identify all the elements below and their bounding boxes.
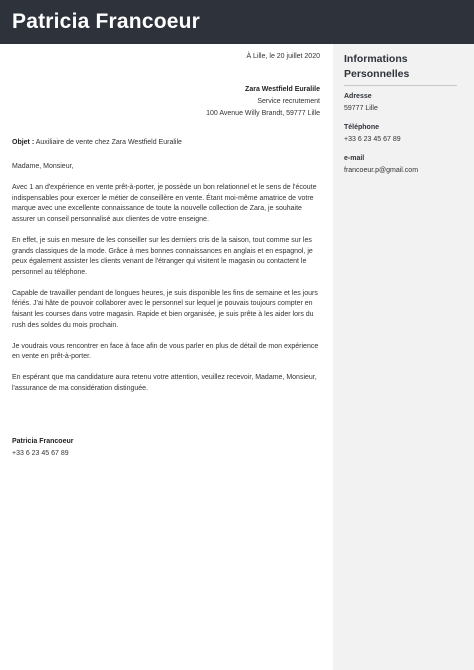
paragraph: Capable de travailler pendant de longues heures, je suis disponible les fins de semaine et les jours fériés. J'ai hâte de pouvoir collaborer avec le personnel sur lequel je pouvais toujours compter en faisant les courses dans votre magasin. Rapide et bien organisée, je suis prête à les aider lors du rush des soldes du mois prochain.: [12, 289, 318, 329]
recipient-name: Zara Westfield Euralile: [245, 86, 320, 93]
recipient-address: 100 Avenue Willy Brandt, 59777 Lille: [206, 110, 320, 118]
closing-paragraph: En espérant que ma candidature aura retenu votre attention, veuillez recevoir, Madame, Monsieur, l'assurance de ma considération distinguée.: [12, 374, 317, 392]
signature-phone: +33 6 23 45 67 89: [12, 450, 69, 457]
email-label: e-mail: [344, 155, 365, 162]
signature-name: Patricia Francoeur: [12, 438, 74, 445]
letter-subject: [12, 138, 182, 149]
recipient-block: [206, 84, 320, 121]
header-bar: [0, 0, 474, 44]
letter-paragraphs: [12, 162, 320, 405]
subject-text: Auxiliaire de vente chez Zara Westfield Euralile: [34, 139, 182, 146]
sidebar-title: Informations Personnelles: [344, 52, 457, 86]
email-value: francoeur.p@gmail.com: [344, 167, 419, 174]
paragraph: Je voudrais vous rencontrer en face à face afin de vous parler en plus de détail de mon expérience en vente en prêt-à-porter.: [12, 342, 319, 361]
signature-block: [12, 436, 73, 460]
personal-info-sidebar: [333, 44, 474, 670]
phone-value: +33 6 23 45 67 89: [344, 136, 401, 143]
paragraph: Avec 1 an d'expérience en vente prêt-à-porter, je possède un bon relationnel et le sens de l'écoute indispensables pour exercer le métier de conseillère en vente. Étant moi-même amatrice de votre marque avec une excellente connaissance de toute la nouvelle collection de Zara, je souhaite assurer un conseil personnalisé aux clientes de votre enseigne.: [12, 184, 317, 223]
applicant-name: Patricia Francoeur: [12, 10, 201, 33]
letter-date: À Lille, le 20 juillet 2020: [246, 53, 320, 60]
subject-label: Objet :: [12, 139, 35, 146]
recipient-department: Service recrutement: [257, 98, 320, 106]
address-label: Adresse: [344, 93, 372, 100]
paragraph: En effet, je suis en mesure de les conseiller sur les derniers cris de la saison, tout comme sur les grands classiques de la mode. Grâce à mes bonnes connaissances en anglais et en espagnol, je peux également assister les clients venant de l'étranger qui visitent le magasin ou contactent le personnel au téléphone.: [12, 236, 313, 276]
address-value: 59777 Lille: [344, 105, 378, 112]
salutation: Madame, Monsieur,: [12, 163, 74, 170]
phone-label: Téléphone: [344, 124, 380, 131]
